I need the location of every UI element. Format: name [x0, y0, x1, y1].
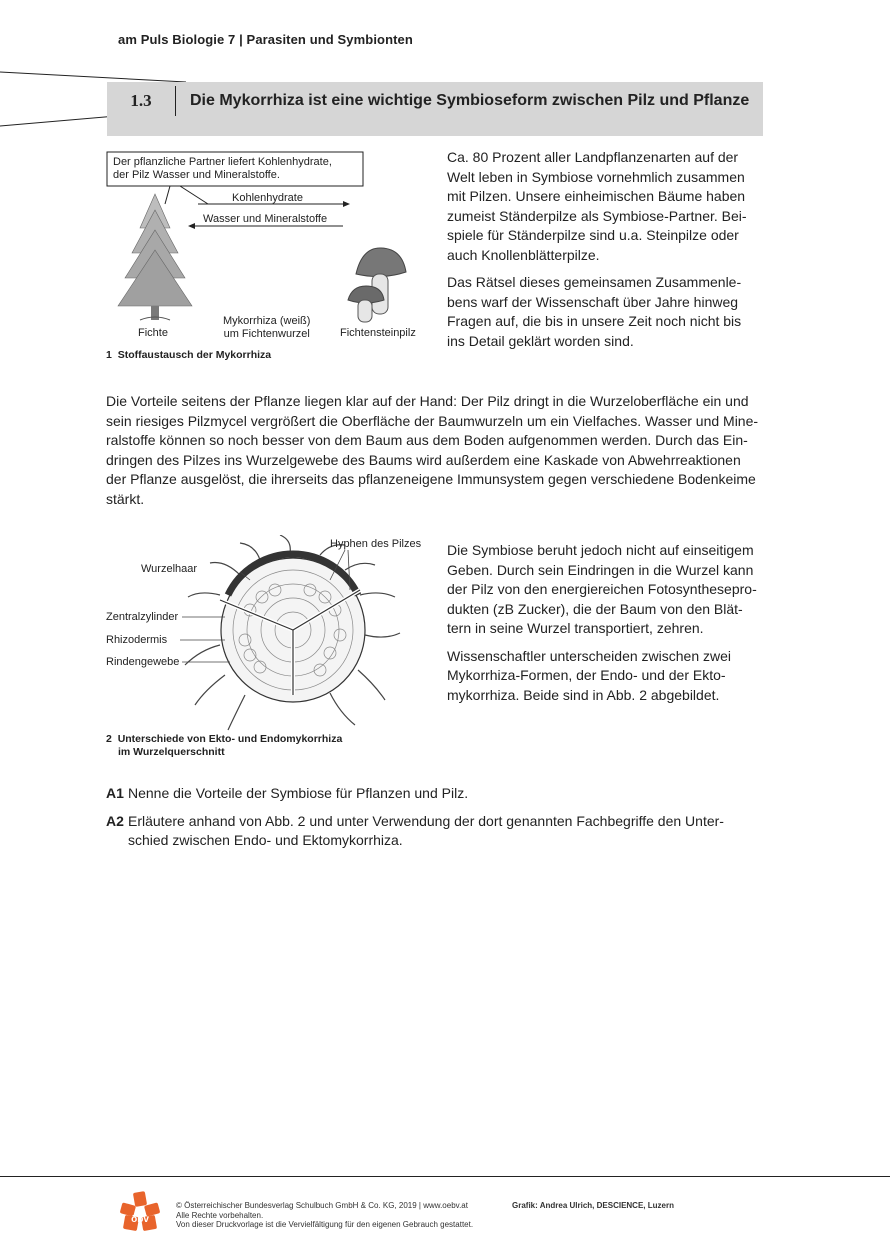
text-line: stärkt.: [106, 490, 145, 507]
caption-number: 1: [106, 349, 112, 361]
label-line: um Fichtenwurzel: [223, 328, 310, 340]
text-line: Die Symbiose beruht jedoch nicht auf einseitigem: [447, 542, 754, 558]
copyright-line: Von dieser Druckvorlage ist die Vervielfältigung für den eigenen Gebrauch gestattet.: [176, 1220, 474, 1229]
footer-divider: [0, 1176, 890, 1177]
task-id: A2: [106, 812, 124, 829]
label-line: Mykorrhiza (weiß): [223, 315, 311, 327]
text-line: zumeist Ständerpilze als Symbiose-Partner. Bei-: [447, 207, 747, 224]
label-rhizodermis: Rhizodermis: [106, 634, 168, 646]
intro-text: [447, 148, 767, 351]
main-paragraph: [106, 392, 776, 509]
caption-text: Unterschiede von Ekto- und Endomykorrhiza: [117, 733, 343, 745]
label-cortex: Rindengewebe: [106, 656, 180, 668]
running-header: am Puls Biologie 7 | Parasiten und Symbionten: [118, 32, 413, 47]
text-line: Wissenschaftler unterscheiden zwischen zwei: [447, 647, 732, 664]
label-tree: Fichte: [138, 327, 168, 339]
label-mycorrhiza: [223, 315, 310, 341]
label-mushroom: Fichtensteinpilz: [340, 327, 416, 339]
graphic-credit: Grafik: Andrea Ulrich, DESCIENCE, Luzern: [512, 1201, 674, 1210]
figure-1-callout: [113, 156, 363, 182]
tasks: [106, 784, 776, 851]
text-line: sein riesiges Pilzmycel vergrößert die Oberfläche der Baumwurzeln um ein Vielfaches. Wasser und Mine-: [106, 412, 759, 429]
text-line: Welt leben in Symbiose vornehmlich zusammen: [447, 168, 745, 185]
text-line: Das Rätsel dieses gemeinsamen Zusammenle-: [447, 274, 742, 290]
paragraph: [447, 273, 767, 351]
side-text: [447, 541, 772, 705]
text-line: spiele für Ständerpilze sind u.a. Steinpilze oder: [447, 227, 739, 243]
text-line: mit Pilzen. Unsere einheimischen Bäume haben: [447, 188, 746, 204]
text-line: Fragen auf, die bis in unsere Zeit noch nicht bis: [447, 313, 742, 329]
paragraph: [447, 148, 767, 265]
task-text: Nenne die Vorteile der Symbiose für Pflanzen und Pilz.: [128, 785, 469, 801]
task-text: [128, 812, 724, 851]
text-line: Geben. Durch sein Eindringen in die Wurzel kann: [447, 561, 754, 578]
text-line: ralstoffe können so noch besser von dem Baum aus dem Boden aufgenommen werden. Durch das Ein-: [106, 432, 748, 448]
text-line: auch Knollenblätterpilze.: [447, 246, 600, 263]
text-line: schied zwischen Endo- und Ektomykorrhiza.: [128, 832, 403, 848]
text-line: Die Vorteile seitens der Pflanze liegen klar auf der Hand: Der Pilz dringt in die Wurzeloberfläche ein und: [106, 393, 749, 409]
paragraph: [447, 541, 772, 639]
caption-line: im Wurzelquerschnitt: [118, 746, 225, 758]
porcini-mushroom-icon: [348, 248, 406, 322]
paragraph: [447, 647, 772, 706]
task-a1: [106, 784, 776, 804]
text-line: Erläutere anhand von Abb. 2 und unter Verwendung der dort genannten Fachbegriffe den Unter-: [128, 812, 724, 829]
caption-number: 2: [106, 733, 112, 745]
text-line: tern in seine Wurzel transportiert, zehren.: [447, 620, 704, 636]
oebv-logo: [118, 1190, 162, 1234]
copyright-line: Alle Rechte vorbehalten.: [176, 1210, 264, 1220]
callout-line: der Pilz Wasser und Mineralstoffe.: [113, 169, 280, 181]
text-line: dukten (zB Zucker), die der Baum von den Blät-: [447, 600, 743, 617]
arrow-label-carbohydrates: Kohlenhydrate: [232, 192, 303, 204]
logo-text: öbv: [131, 1214, 149, 1225]
arrow-label-water-minerals: Wasser und Mineralstoffe: [203, 213, 328, 225]
text-line: dringen des Pilzes ins Wurzelgewebe des Baums wird außerdem eine Kaskade von Abwehrreaktionen: [106, 451, 741, 468]
label-central-cylinder: Zentralzylinder: [106, 611, 179, 623]
text-line: Ca. 80 Prozent aller Landpflanzenarten auf der: [447, 149, 739, 165]
task-id: A1: [106, 785, 124, 801]
callout-line: Der pflanzliche Partner liefert Kohlenhydrate,: [113, 156, 332, 168]
root-cross-section-illustration: [180, 535, 410, 735]
label-hyphae: Hyphen des Pilzes: [330, 538, 422, 550]
text-line: der Pflanze ausgelöst, die ihrerseits das pflanzeneigene Immunsystem gegen verschiedene Bodenkeime: [106, 471, 756, 487]
section-number: 1.3: [107, 86, 176, 116]
figure-1-caption: [106, 349, 271, 362]
text-line: ins Detail geklärt worden sind.: [447, 332, 634, 349]
copyright: [176, 1201, 473, 1230]
caption-text: Stoffaustausch der Mykorrhiza: [117, 349, 272, 361]
figure-2-caption: [106, 733, 342, 759]
section-title: Die Mykorrhiza ist eine wichtige Symbioseform zwischen Pilz und Pflanze: [190, 92, 750, 109]
text-line: mykorrhiza. Beide sind in Abb. 2 abgebildet.: [447, 686, 720, 703]
spruce-tree-icon: [118, 194, 192, 320]
label-root-hair: Wurzelhaar: [141, 563, 198, 575]
text-line: bens warf der Wissenschaft über Jahre hinweg: [447, 293, 739, 310]
caption-line: [106, 733, 342, 746]
copyright-line: © Österreichischer Bundesverlag Schulbuch GmbH & Co. KG, 2019 | www.oebv.at: [176, 1201, 468, 1210]
text-line: der Pilz von den energiereichen Fotosynthesepro-: [447, 581, 757, 597]
task-a2: [106, 812, 776, 851]
text-line: Mykorrhiza-Formen, der Endo- und der Ekto-: [447, 667, 726, 683]
